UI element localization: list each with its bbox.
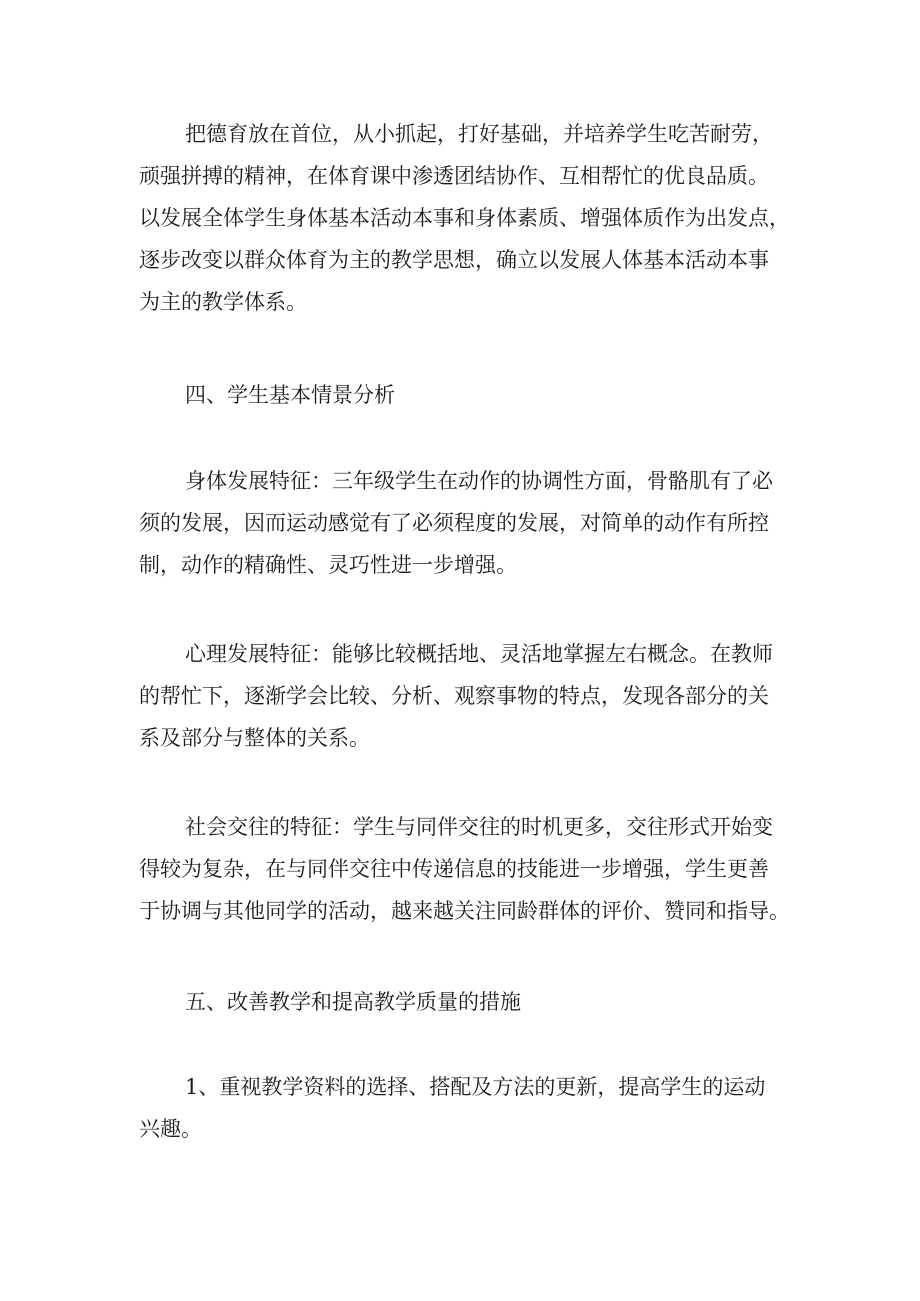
paragraph-line: 的帮忙下，逐渐学会比较、分析、观察事物的特点，发现各部分的关 <box>139 684 769 708</box>
paragraph-line: 制，动作的精确性、灵巧性进一步增强。 <box>139 553 517 577</box>
section-heading-text: 五、改善教学和提高教学质量的措施 <box>185 990 521 1014</box>
paragraph-line: 以发展全体学生身体基本活动本事和身体素质、增强体质作为出发点， <box>139 206 790 230</box>
paragraph-psychological-development <box>139 633 809 759</box>
paragraph-line: 逐步改变以群众体育为主的教学思想，确立以发展人体基本活动本事 <box>139 248 769 272</box>
paragraph-line: 于协调与其他同学的活动，越来越关注同龄群体的评价、赞同和指导。 <box>139 899 790 923</box>
section-heading-4 <box>139 374 809 416</box>
paragraph-social-interaction <box>139 806 809 932</box>
paragraph-physical-development <box>139 460 809 586</box>
paragraph-line: 1、重视教学资料的选择、搭配及方法的更新，提高学生的运动 <box>185 1075 766 1099</box>
paragraph-line: 得较为复杂，在与同伴交往中传递信息的技能进一步增强，学生更善 <box>139 857 769 881</box>
paragraph-line: 系及部分与整体的关系。 <box>139 726 370 750</box>
paragraph-line: 兴趣。 <box>139 1117 202 1141</box>
paragraph-line: 心理发展特征：能够比较概括地、灵活地掌握左右概念。在教师 <box>185 642 773 666</box>
paragraph-line: 为主的教学体系。 <box>139 290 307 314</box>
list-item-1 <box>139 1066 809 1150</box>
paragraph-line: 须的发展，因而运动感觉有了必须程度的发展，对简单的动作有所控 <box>139 511 769 535</box>
paragraph-line: 顽强拼搏的精神，在体育课中渗透团结协作、互相帮忙的优良品质。 <box>139 164 769 188</box>
section-heading-text: 四、学生基本情景分析 <box>185 383 395 407</box>
paragraph-line: 身体发展特征：三年级学生在动作的协调性方面，骨骼肌有了必 <box>185 469 773 493</box>
paragraph-line: 把德育放在首位，从小抓起，打好基础，并培养学生吃苦耐劳， <box>185 122 773 146</box>
section-heading-5 <box>139 981 809 1023</box>
paragraph-moral-education <box>139 113 809 323</box>
paragraph-line: 社会交往的特征：学生与同伴交往的时机更多，交往形式开始变 <box>185 815 773 839</box>
